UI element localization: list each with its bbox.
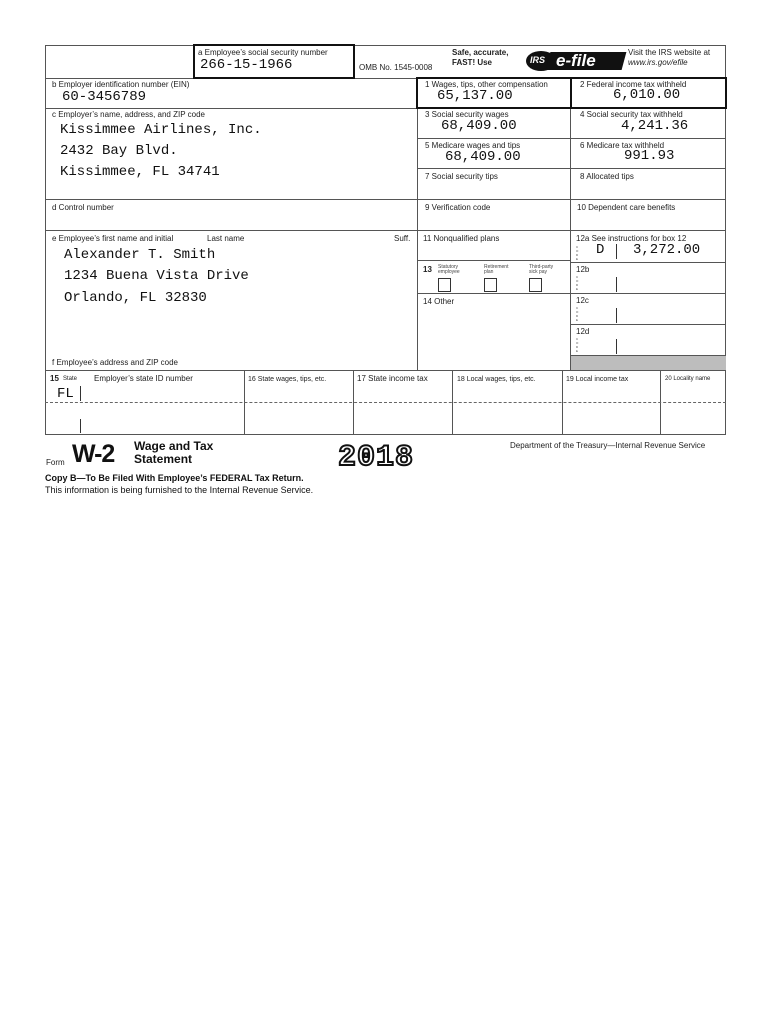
code-tag: C O D E (576, 306, 579, 322)
box-20-label: 20 Locality name (665, 376, 711, 382)
safe-line2: FAST! Use (452, 58, 493, 67)
last-name-label: Last name (207, 234, 245, 243)
irs-logo-text: IRS (530, 55, 546, 65)
statutory-label: Statutory employee (438, 264, 460, 275)
employer-city-field[interactable]: Kissimmee, FL 34741 (60, 164, 220, 180)
wages-field[interactable]: 65,137.00 (437, 88, 513, 104)
box-12a-code-field[interactable]: D (596, 242, 605, 258)
ein-field[interactable]: 60-3456789 (62, 89, 147, 105)
efile-logo-text: e-file (556, 51, 596, 70)
employee-street-field[interactable]: 1234 Buena Vista Drive (64, 268, 249, 284)
medicare-wages-field[interactable]: 68,409.00 (445, 149, 521, 165)
safe-line1: Safe, accurate, (452, 48, 509, 57)
box-c-label: c Employer’s name, address, and ZIP code (52, 110, 205, 119)
ss-wages-field[interactable]: 68,409.00 (441, 118, 517, 134)
box-8-label: 8 Allocated tips (580, 172, 634, 181)
statutory-checkbox[interactable] (438, 278, 451, 292)
code-separator (616, 308, 617, 323)
form-word: Form (46, 458, 65, 467)
thirdparty-checkbox[interactable] (529, 278, 542, 292)
box-15-label: 15 (50, 374, 59, 383)
box-19-label: 19 Local income tax (566, 376, 629, 383)
box-b-label: b Employer identification number (EIN) (52, 80, 190, 89)
employer-street-field[interactable]: 2432 Bay Blvd. (60, 143, 178, 159)
tax-year (338, 440, 424, 468)
divider (417, 138, 726, 139)
employer-name-field[interactable]: Kissimmee Airlines, Inc. (60, 122, 262, 138)
state-separator (80, 419, 81, 433)
tax-year-text: 2018 (338, 441, 415, 468)
box-7-label: 7 Social security tips (425, 172, 498, 181)
omb-number: OMB No. 1545-0008 (359, 63, 433, 72)
visit-line2[interactable]: www.irs.gov/efile (628, 58, 688, 67)
box-f-label: f Employee’s address and ZIP code (52, 358, 178, 367)
state-separator (80, 386, 81, 401)
employee-city-field[interactable]: Orlando, FL 32830 (64, 290, 207, 306)
box-12c-label: 12c (576, 296, 589, 305)
divider (417, 260, 570, 261)
department-label: Department of the Treasury—Internal Revenue Service (510, 441, 706, 450)
box-a-label: a Employee’s social security number (198, 48, 328, 57)
visit-line1: Visit the IRS website at (628, 48, 711, 57)
divider (45, 434, 726, 435)
divider (45, 370, 726, 371)
box-6-label: 6 Medicare tax withheld (580, 141, 665, 150)
divider (417, 78, 418, 370)
box-18-label: 18 Local wages, tips, etc. (457, 376, 536, 383)
code-separator (616, 277, 617, 292)
box-11-label: 11 Nonqualified plans (423, 234, 500, 243)
form-name: W-2 (72, 440, 115, 468)
retirement-checkbox[interactable] (484, 278, 497, 292)
box-12a-label: 12a See instructions for box 12 (576, 234, 687, 243)
info-line: This information is being furnished to the Internal Revenue Service. (45, 485, 314, 495)
code-separator (616, 244, 617, 259)
copy-b-line: Copy B—To Be Filed With Employee’s FEDERAL Tax Return. (45, 473, 304, 483)
irs-efile-logo (526, 50, 624, 72)
divider (570, 262, 726, 263)
suffix-label: Suff. (394, 234, 411, 243)
ssn-field[interactable]: 266-15-1966 (200, 57, 293, 73)
code-tag: C O D E (576, 275, 579, 291)
box-12a-amount-field[interactable]: 3,272.00 (633, 242, 701, 258)
ss-tax-field[interactable]: 4,241.36 (621, 118, 689, 134)
box-1-label: 1 Wages, tips, other compensation (425, 80, 548, 89)
dashed-divider (45, 402, 726, 403)
employee-name-field[interactable]: Alexander T. Smith (64, 247, 216, 263)
box-d-label: d Control number (52, 203, 114, 212)
divider (45, 230, 726, 231)
box-4-label: 4 Social security tax withheld (580, 110, 683, 119)
divider (570, 293, 726, 294)
divider (417, 293, 570, 294)
retirement-label: Retirement plan (484, 264, 509, 275)
border-left (45, 45, 46, 435)
form-title-line2: Statement (134, 452, 193, 466)
box-10-label: 10 Dependent care benefits (577, 203, 676, 212)
code-separator (616, 339, 617, 354)
state-label: State (63, 376, 78, 382)
divider (570, 324, 726, 325)
thirdparty-label: Third-party sick pay (529, 264, 554, 275)
divider (570, 78, 571, 370)
box-e-label: e Employee’s first name and initial (52, 234, 174, 243)
shaded-area (571, 356, 726, 370)
code-tag: C O D E (576, 337, 579, 353)
box-12d-label: 12d (576, 327, 590, 336)
box-2-label: 2 Federal income tax withheld (580, 80, 687, 89)
federal-tax-field[interactable]: 6,010.00 (613, 87, 681, 103)
box-17-label: 17 State income tax (357, 374, 428, 383)
divider (417, 168, 726, 169)
box-16-label: 16 State wages, tips, etc. (248, 376, 327, 383)
state-field[interactable]: FL (57, 386, 74, 402)
medicare-tax-field[interactable]: 991.93 (624, 148, 675, 164)
box-12b-label: 12b (576, 265, 590, 274)
state-id-label: Employer’s state ID number (94, 374, 193, 383)
box-13-label: 13 (423, 265, 432, 274)
border-top (45, 45, 726, 46)
code-tag: C O D E (576, 245, 579, 261)
form-title-line1: Wage and Tax (134, 439, 214, 453)
box-14-label: 14 Other (423, 297, 455, 306)
divider (45, 199, 726, 200)
box-5-label: 5 Medicare wages and tips (425, 141, 521, 150)
box-3-label: 3 Social security wages (425, 110, 509, 119)
box-9-label: 9 Verification code (425, 203, 491, 212)
